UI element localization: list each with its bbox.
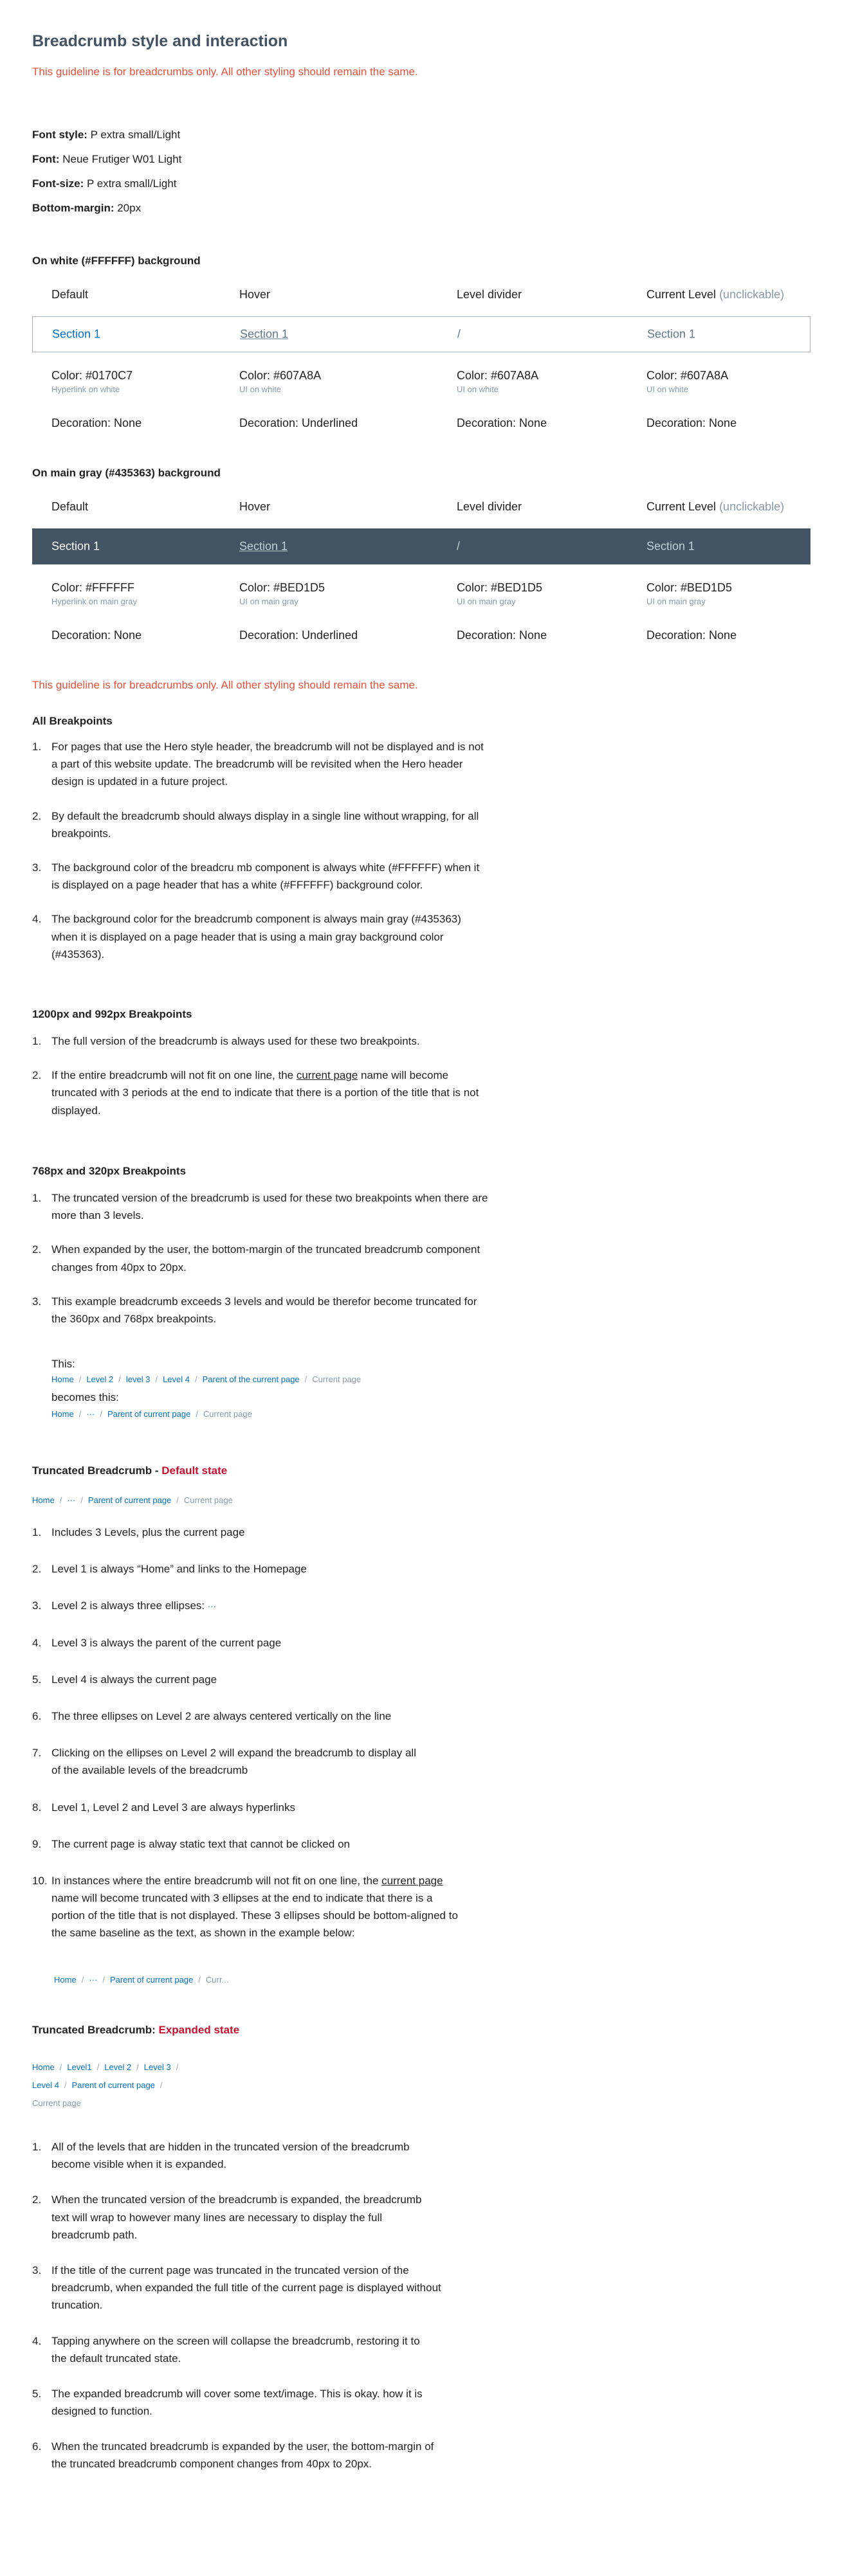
- spec-bottom-margin: Bottom-margin: 20px: [32, 202, 142, 214]
- breadcrumb-expanded-line3: [32, 2097, 81, 2111]
- crumb-current: Curr...: [205, 1975, 229, 1985]
- list-item: 5. Level 4 is always the current page: [32, 1673, 217, 1686]
- decoration-hover: Decoration: Underlined: [239, 417, 358, 429]
- spec-font-size: Font-size: P extra small/Light: [32, 177, 177, 190]
- white-demo-row: [32, 316, 810, 352]
- crumb-current: Current page: [32, 2098, 81, 2108]
- header-level-divider: Level divider: [457, 500, 522, 513]
- color-current: Color: #607A8A UI on white: [646, 369, 729, 395]
- gray-table-header: [32, 494, 810, 519]
- crumb-current: Current page: [203, 1409, 252, 1419]
- color-default: Color: #FFFFFF Hyperlink on main gray: [51, 581, 137, 607]
- decoration-default: Decoration: None: [51, 629, 142, 642]
- list-item: 9. The current page is alway static text that cannot be clicked on: [32, 1837, 350, 1850]
- demo-current-level: Section 1: [646, 539, 695, 553]
- list-item: 3. Level 2 is always three ellipses: ···: [32, 1599, 216, 1612]
- list-item: 4. Tapping anywhere on the screen will collapse the breadcrumb, restoring it to the default truncated state.: [32, 2334, 420, 2364]
- list-item: 2. If the entire breadcrumb will not fit on one line, the current page name will become truncated with 3 periods at the end to indicate that there is a portion of the title that is not displayed.: [32, 1069, 479, 1117]
- crumb-link[interactable]: Home: [51, 1374, 74, 1384]
- list-item: 6. The three ellipses on Level 2 are always centered vertically on the line: [32, 1709, 392, 1722]
- white-style-table: [32, 282, 810, 433]
- breadcrumb-default-state: Home / ··· / Parent of current page / Current page: [32, 1495, 233, 1505]
- page-title: Breadcrumb style and interaction: [32, 32, 288, 50]
- crumb-ellipsis[interactable]: ···: [86, 1409, 95, 1419]
- truncated-default-list: [32, 1524, 463, 1942]
- crumb-current: Current page: [312, 1374, 361, 1384]
- list-item: 3. If the title of the current page was truncated in the truncated version of the breadcrumb, when expanded the full title of the current page is displayed without truncation.: [32, 2264, 441, 2312]
- crumb-ellipsis[interactable]: ···: [67, 1495, 76, 1505]
- current-page-term: current page: [381, 1874, 443, 1887]
- demo-hover-link[interactable]: Section 1: [239, 539, 288, 553]
- decoration-current: Decoration: None: [646, 417, 737, 429]
- crumb-link[interactable]: Parent of current page: [71, 2080, 155, 2090]
- decoration-default: Decoration: None: [51, 417, 142, 429]
- demo-current-level: Section 1: [647, 327, 696, 341]
- header-hover: Hover: [239, 500, 271, 513]
- breadcrumb-full-example: Home / Level 2 / level 3 / Level 4 / Parent of the current page / Current page: [51, 1374, 361, 1384]
- breadcrumb-truncated-title-example: Home / ··· / Parent of current page / Curr...: [54, 1975, 229, 1985]
- crumb-link[interactable]: Home: [51, 1409, 74, 1419]
- spec-font-style: Font style: P extra small/Light: [32, 129, 181, 141]
- decoration-current: Decoration: None: [646, 629, 737, 642]
- list-item: 1. The full version of the breadcrumb is always used for these two breakpoints.: [32, 1035, 420, 1047]
- list-item: 7. Clicking on the ellipses on Level 2 will expand the breadcrumb to display all of the available levels of the breadcrumb: [32, 1747, 416, 1777]
- crumb-link[interactable]: Parent of current page: [87, 1495, 172, 1505]
- list-item: 2. When expanded by the user, the bottom-margin of the truncated breadcrumb component changes from 40px to 20px.: [32, 1243, 480, 1274]
- all-breakpoints-list: [32, 738, 489, 963]
- bp-1200-list: [32, 1032, 489, 1119]
- breadcrumb-truncated-example: Home / ··· / Parent of current page / Current page: [51, 1409, 252, 1419]
- crumb-link[interactable]: Home: [32, 2062, 55, 2072]
- crumb-link[interactable]: Level 4: [32, 2080, 59, 2090]
- crumb-link[interactable]: Parent of current page: [107, 1409, 191, 1419]
- header-default: Default: [51, 287, 89, 301]
- decoration-divider: Decoration: None: [457, 417, 547, 429]
- crumb-ellipsis[interactable]: ···: [89, 1975, 98, 1985]
- header-current-level: Current Level (unclickable): [646, 287, 785, 301]
- list-item: 2. When the truncated version of the breadcrumb is expanded, the breadcrumb text will wrap to however many lines are necessary to display the full breadcrumb path.: [32, 2193, 422, 2241]
- guideline-note: This guideline is for breadcrumbs only. All other styling should remain the same.: [32, 66, 418, 78]
- gray-decoration-row: [32, 626, 810, 645]
- crumb-link[interactable]: Level 2: [104, 2062, 132, 2072]
- crumb-link[interactable]: Parent of current page: [109, 1975, 194, 1985]
- color-hover: Color: #BED1D5 UI on main gray: [239, 581, 325, 607]
- color-divider: Color: #607A8A UI on white: [457, 369, 539, 395]
- header-current-level: Current Level (unclickable): [646, 500, 785, 513]
- demo-divider: /: [457, 539, 461, 553]
- breadcrumb-expanded-line2: Level 4 / Parent of current page /: [32, 2080, 163, 2090]
- guideline-note-repeat: This guideline is for breadcrumbs only. All other styling should remain the same.: [32, 679, 418, 691]
- gray-style-table: [32, 494, 810, 645]
- crumb-link[interactable]: Home: [32, 1495, 55, 1505]
- color-divider: Color: #BED1D5 UI on main gray: [457, 581, 543, 607]
- decoration-hover: Decoration: Underlined: [239, 629, 358, 642]
- decoration-divider: Decoration: None: [457, 629, 547, 642]
- color-current: Color: #BED1D5 UI on main gray: [646, 581, 733, 607]
- list-item: 8. Level 1, Level 2 and Level 3 are always hyperlinks: [32, 1801, 295, 1814]
- truncated-expanded-list: [32, 2138, 444, 2473]
- white-color-row: [32, 368, 810, 406]
- list-item: 2. Level 1 is always “Home” and links to the Homepage: [32, 1563, 307, 1576]
- truncated-expanded-title: Truncated Breadcrumb: Expanded state: [32, 2024, 240, 2036]
- header-default: Default: [51, 500, 89, 513]
- bp-768-list: [32, 1189, 489, 1328]
- demo-default-link[interactable]: Section 1: [52, 327, 101, 341]
- breadcrumb-expanded-line1: Home / Level1 / Level 2 / Level 3 /: [32, 2062, 179, 2072]
- bp-768-title: 768px and 320px Breakpoints: [32, 1165, 187, 1177]
- white-decoration-row: [32, 414, 810, 433]
- header-level-divider: Level divider: [457, 287, 522, 301]
- list-item: 3. This example breadcrumb exceeds 3 levels and would be therefor become truncated for the 360px and 768px breakpoints.: [32, 1295, 477, 1325]
- crumb-link[interactable]: Level 2: [86, 1374, 114, 1384]
- list-item: 6. When the truncated breadcrumb is expanded by the user, the bottom-margin of the truncated breadcrumb component changes from 40px to 20px.: [32, 2440, 434, 2471]
- crumb-link[interactable]: Level 3: [143, 2062, 171, 2072]
- gray-color-row: [32, 580, 810, 618]
- list-item: 1. All of the levels that are hidden in the truncated version of the breadcrumb become visible when it is expanded.: [32, 2141, 410, 2171]
- list-item: 3. The background color of the breadcru mb component is always white (#FFFFFF) when it is displayed on a page header that has a white (#FFFFFF) background color.: [32, 861, 480, 892]
- demo-hover-link[interactable]: Section 1: [240, 327, 289, 341]
- crumb-link[interactable]: Parent of the current page: [202, 1374, 300, 1384]
- all-breakpoints-title: All Breakpoints: [32, 715, 113, 727]
- becomes-label: becomes this:: [51, 1391, 119, 1403]
- list-item: 2. By default the breadcrumb should always display in a single line without wrapping, for all breakpoints.: [32, 809, 479, 840]
- current-page-term: current page: [296, 1069, 358, 1082]
- color-default: Color: #0170C7 Hyperlink on white: [51, 369, 133, 395]
- demo-default-link[interactable]: Section 1: [51, 539, 100, 553]
- list-item: 5. The expanded breadcrumb will cover some text/image. This is okay. how it is designed to function.: [32, 2387, 423, 2418]
- color-hover: Color: #607A8A UI on white: [239, 369, 322, 395]
- header-hover: Hover: [239, 287, 271, 301]
- crumb-current: Current page: [183, 1495, 233, 1505]
- gray-table-title: On main gray (#435363) background: [32, 467, 221, 479]
- list-item: 4. Level 3 is always the parent of the current page: [32, 1636, 282, 1649]
- ellipsis-sample: ···: [207, 1601, 216, 1612]
- spec-font: Font: Neue Frutiger W01 Light: [32, 153, 182, 165]
- crumb-link[interactable]: Level1: [67, 2062, 92, 2072]
- list-item: 4. The background color for the breadcrumb component is always main gray (#435363) when it is displayed on a page header that is using a main gray background color (#435363).: [32, 913, 461, 960]
- crumb-link[interactable]: Level 4: [163, 1374, 190, 1384]
- spec-list: [32, 126, 181, 224]
- white-table-title: On white (#FFFFFF) background: [32, 255, 201, 267]
- truncated-default-title: Truncated Breadcrumb - Default state: [32, 1464, 228, 1477]
- list-item: 1. The truncated version of the breadcrumb is used for these two breakpoints when there are more than 3 levels.: [32, 1192, 488, 1222]
- list-item: 1. For pages that use the Hero style header, the breadcrumb will not be displayed and is not a part of this website update. The breadcrumb will be revisited when the Hero header design is updated in a future project.: [32, 741, 484, 788]
- crumb-link[interactable]: Home: [54, 1975, 77, 1985]
- list-item: 1. Includes 3 Levels, plus the current page: [32, 1526, 245, 1538]
- demo-divider: /: [457, 327, 461, 341]
- gray-demo-row: [32, 528, 810, 564]
- list-item: 10. In instances where the entire breadcrumb will not fit on one line, the current page name will become truncated with 3 ellipses at the end to indicate that there is a portion of the title that is not displayed. These 3 ellipses should be bottom-aligned to the same baseline as the text, as shown in the example below:: [32, 1874, 458, 1940]
- this-label: This:: [51, 1358, 75, 1370]
- white-table-header: [32, 282, 810, 307]
- bp-1200-title: 1200px and 992px Breakpoints: [32, 1008, 192, 1020]
- crumb-link[interactable]: level 3: [125, 1374, 151, 1384]
